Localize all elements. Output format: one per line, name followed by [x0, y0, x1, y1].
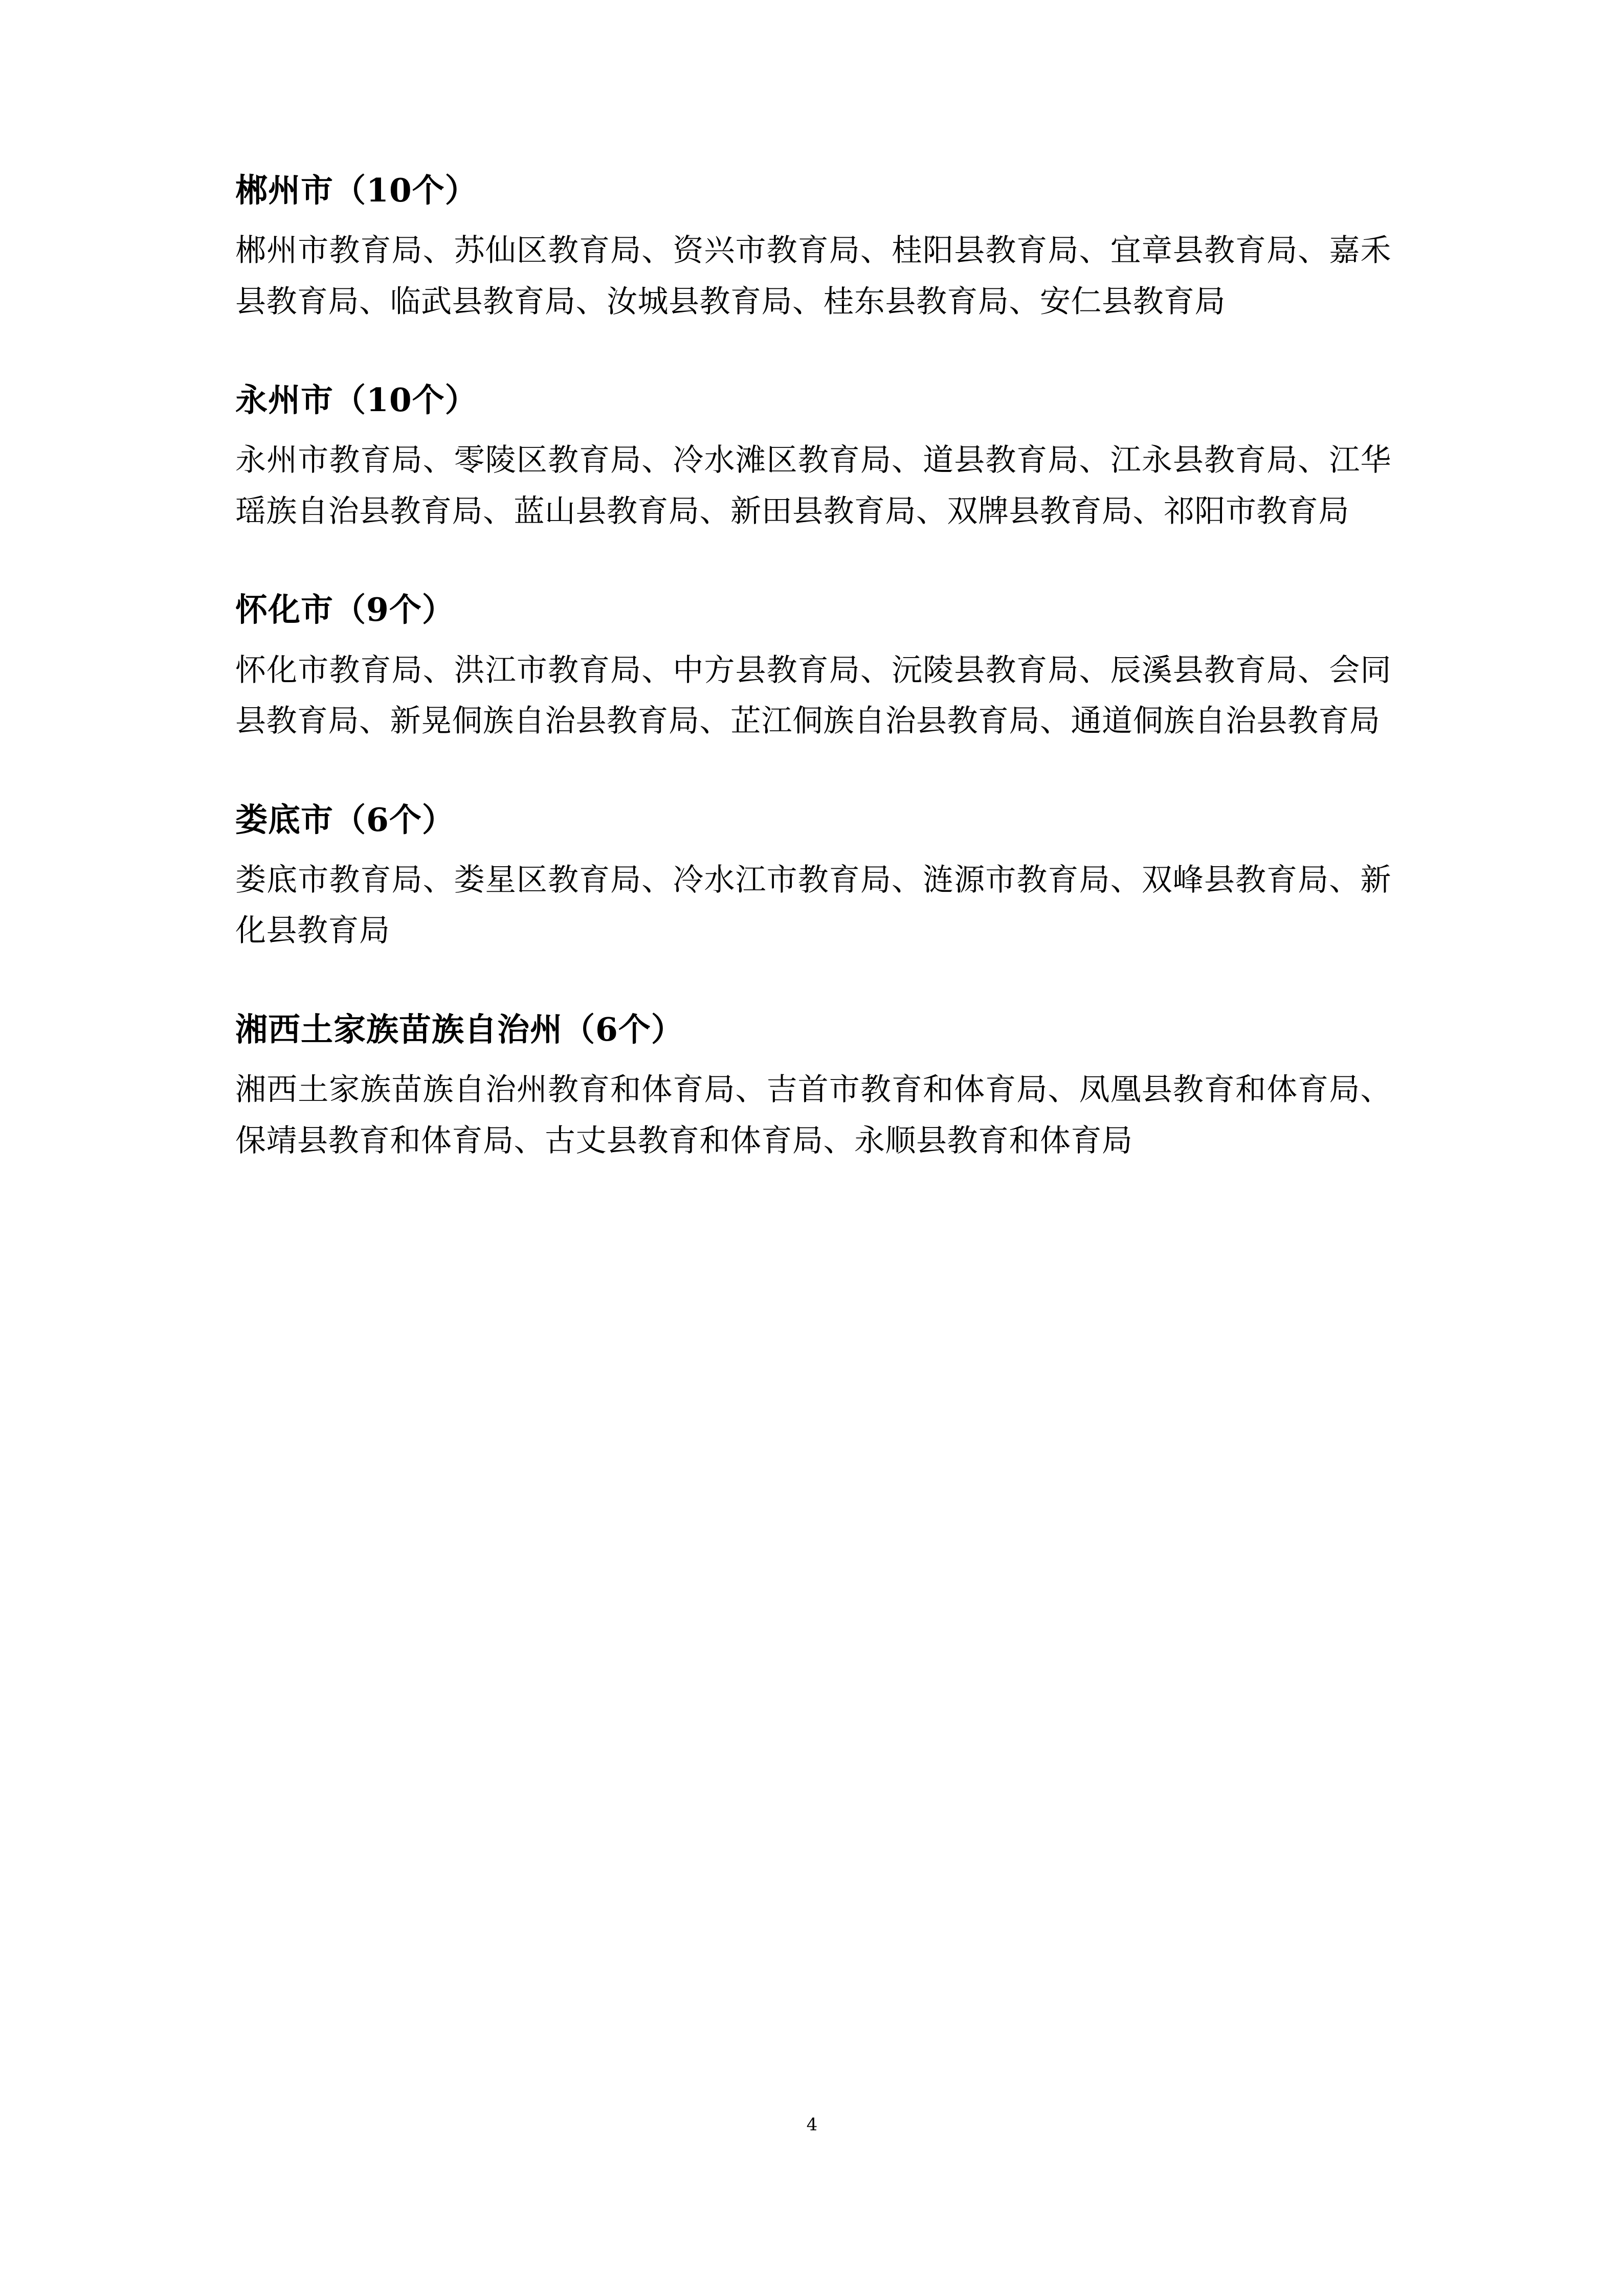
section-yongzhou [235, 378, 1391, 537]
section-chenzhou [235, 169, 1391, 327]
document-body [235, 169, 1391, 1218]
section-paragraph: 湘西土家族苗族自治州教育和体育局、吉首市教育和体育局、凤凰县教育和体育局、保靖县教育和体育局、古丈县教育和体育局、永顺县教育和体育局 [235, 1071, 1391, 1159]
section-paragraph: 郴州市教育局、苏仙区教育局、资兴市教育局、桂阳县教育局、宜章县教育局、嘉禾县教育局、临武县教育局、汝城县教育局、桂东县教育局、安仁县教育局 [235, 233, 1391, 320]
section-paragraph: 怀化市教育局、洪江市教育局、中方县教育局、沅陵县教育局、辰溪县教育局、会同县教育局、新晃侗族自治县教育局、芷江侗族自治县教育局、通道侗族自治县教育局 [235, 652, 1391, 739]
section-paragraph: 娄底市教育局、娄星区教育局、冷水江市教育局、涟源市教育局、双峰县教育局、新化县教育局 [235, 862, 1391, 949]
section-heading: 湘西土家族苗族自治州（6个） [235, 1010, 684, 1048]
section-loudi [235, 798, 1391, 957]
section-xiangxi [235, 1008, 1391, 1166]
section-huaihua [235, 588, 1391, 747]
section-heading: 永州市（10个） [235, 381, 478, 419]
section-paragraph: 永州市教育局、零陵区教育局、冷水滩区教育局、道县教育局、江永县教育局、江华瑶族自治县教育局、蓝山县教育局、新田县教育局、双牌县教育局、祁阳市教育局 [235, 442, 1391, 529]
page-number: 4 [806, 2114, 818, 2135]
section-heading: 郴州市（10个） [235, 171, 478, 209]
section-heading: 娄底市（6个） [235, 800, 455, 839]
section-heading: 怀化市（9个） [235, 591, 455, 629]
